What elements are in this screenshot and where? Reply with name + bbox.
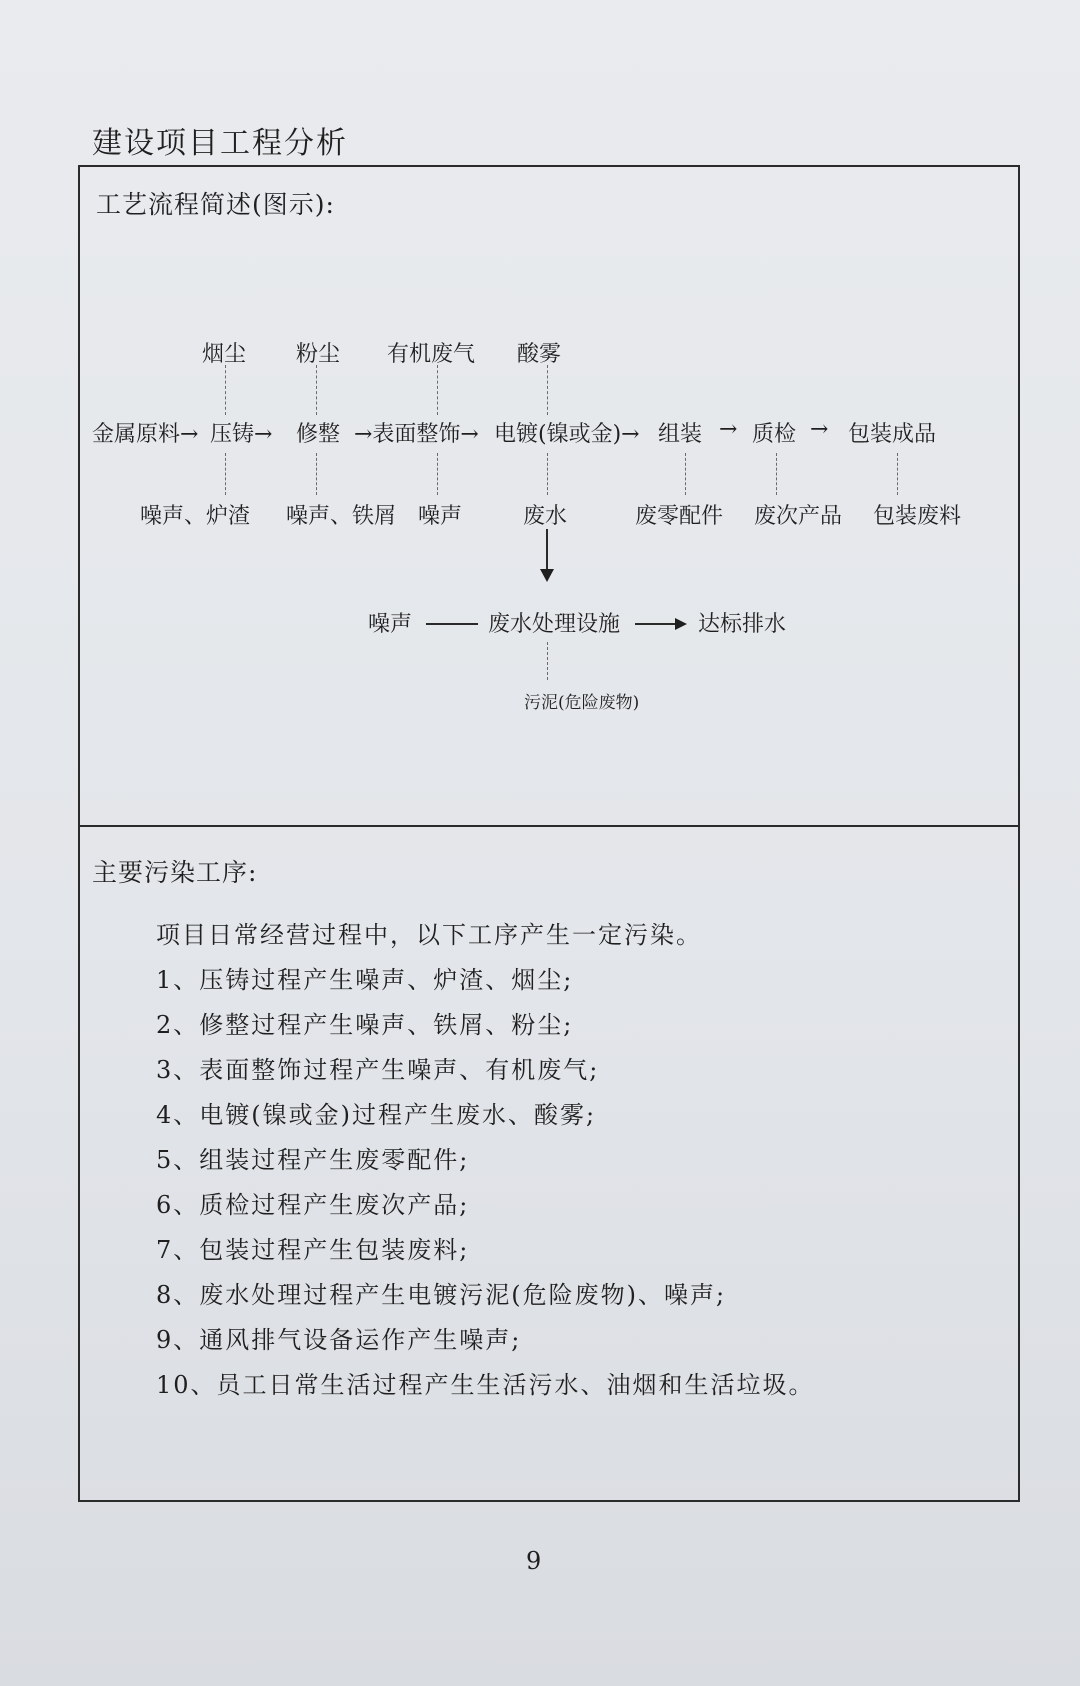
- top-output-dust: 粉尘: [296, 342, 341, 367]
- connector-line: [316, 453, 317, 495]
- bottom-output-wastewater: 废水: [523, 504, 568, 529]
- sludge-hazardous-waste: 污泥(危险废物): [524, 693, 640, 713]
- connector-line: [547, 453, 548, 495]
- flow-arrow: →: [719, 417, 738, 442]
- wastewater-treatment-facility: 废水处理设施: [488, 612, 621, 637]
- node-quality-check: 质检: [752, 422, 797, 447]
- table-divider: [80, 825, 1018, 827]
- bottom-output-waste-parts: 废零配件: [635, 504, 724, 529]
- treatment-noise-line: [426, 623, 478, 625]
- list-item: 4、电镀(镍或金)过程产生废水、酸雾;: [156, 1101, 597, 1129]
- connector-line: [685, 453, 686, 495]
- process-flow-heading: 工艺流程简述(图示):: [96, 190, 335, 219]
- bottom-output-defective-products: 废次产品: [754, 504, 843, 529]
- top-output-organic-gas: 有机废气: [387, 342, 476, 367]
- analysis-table: [78, 165, 1020, 1502]
- bottom-output-noise-filings: 噪声、铁屑: [286, 504, 397, 529]
- node-die-casting: 压铸→: [210, 422, 273, 447]
- connector-line: [225, 453, 226, 495]
- flow-arrow: →: [810, 417, 829, 442]
- bottom-output-packaging-waste: 包装废料: [873, 504, 962, 529]
- node-raw-material: 金属原料→: [92, 422, 199, 447]
- list-item: 6、质检过程产生废次产品;: [156, 1191, 470, 1219]
- list-item: 10、员工日常生活过程产生生活污水、油烟和生活垃圾。: [156, 1371, 815, 1399]
- node-surface-finishing: →表面整饰→: [354, 422, 479, 447]
- connector-line: [547, 365, 548, 415]
- list-item: 5、组装过程产生废零配件;: [156, 1146, 470, 1174]
- connector-line: [316, 365, 317, 415]
- pollution-intro: 项目日常经营过程中，以下工序产生一定污染。: [156, 921, 702, 949]
- connector-line: [547, 642, 548, 680]
- bottom-output-noise-slag: 噪声、炉渣: [140, 504, 251, 529]
- wastewater-arrow-line: [546, 529, 548, 571]
- list-item: 8、废水处理过程产生电镀污泥(危险废物)、噪声;: [156, 1281, 727, 1309]
- node-trimming: 修整: [296, 422, 341, 447]
- pollution-processes-heading: 主要污染工序:: [92, 858, 258, 887]
- treatment-noise: 噪声: [368, 612, 413, 637]
- page-title: 建设项目工程分析: [92, 126, 348, 161]
- node-electroplating: 电镀(镍或金)→: [494, 422, 640, 447]
- compliant-discharge: 达标排水: [698, 612, 787, 637]
- list-item: 7、包装过程产生包装废料;: [156, 1236, 470, 1264]
- top-output-smoke-dust: 烟尘: [202, 342, 247, 367]
- arrow-right-icon: [675, 618, 687, 630]
- node-assembly: 组装: [658, 422, 703, 447]
- page-number: 9: [526, 1547, 542, 1575]
- connector-line: [897, 453, 898, 495]
- top-output-acid-mist: 酸雾: [517, 342, 562, 367]
- connector-line: [776, 453, 777, 495]
- list-item: 1、压铸过程产生噪声、炉渣、烟尘;: [156, 966, 574, 994]
- list-item: 2、修整过程产生噪声、铁屑、粉尘;: [156, 1011, 574, 1039]
- discharge-arrow-line: [635, 623, 677, 625]
- bottom-output-noise: 噪声: [418, 504, 463, 529]
- arrow-down-icon: [540, 569, 554, 582]
- list-item: 3、表面整饰过程产生噪声、有机废气;: [156, 1056, 600, 1084]
- connector-line: [437, 365, 438, 415]
- node-packaged-product: 包装成品: [848, 422, 937, 447]
- connector-line: [225, 365, 226, 415]
- list-item: 9、通风排气设备运作产生噪声;: [156, 1326, 522, 1354]
- connector-line: [437, 453, 438, 495]
